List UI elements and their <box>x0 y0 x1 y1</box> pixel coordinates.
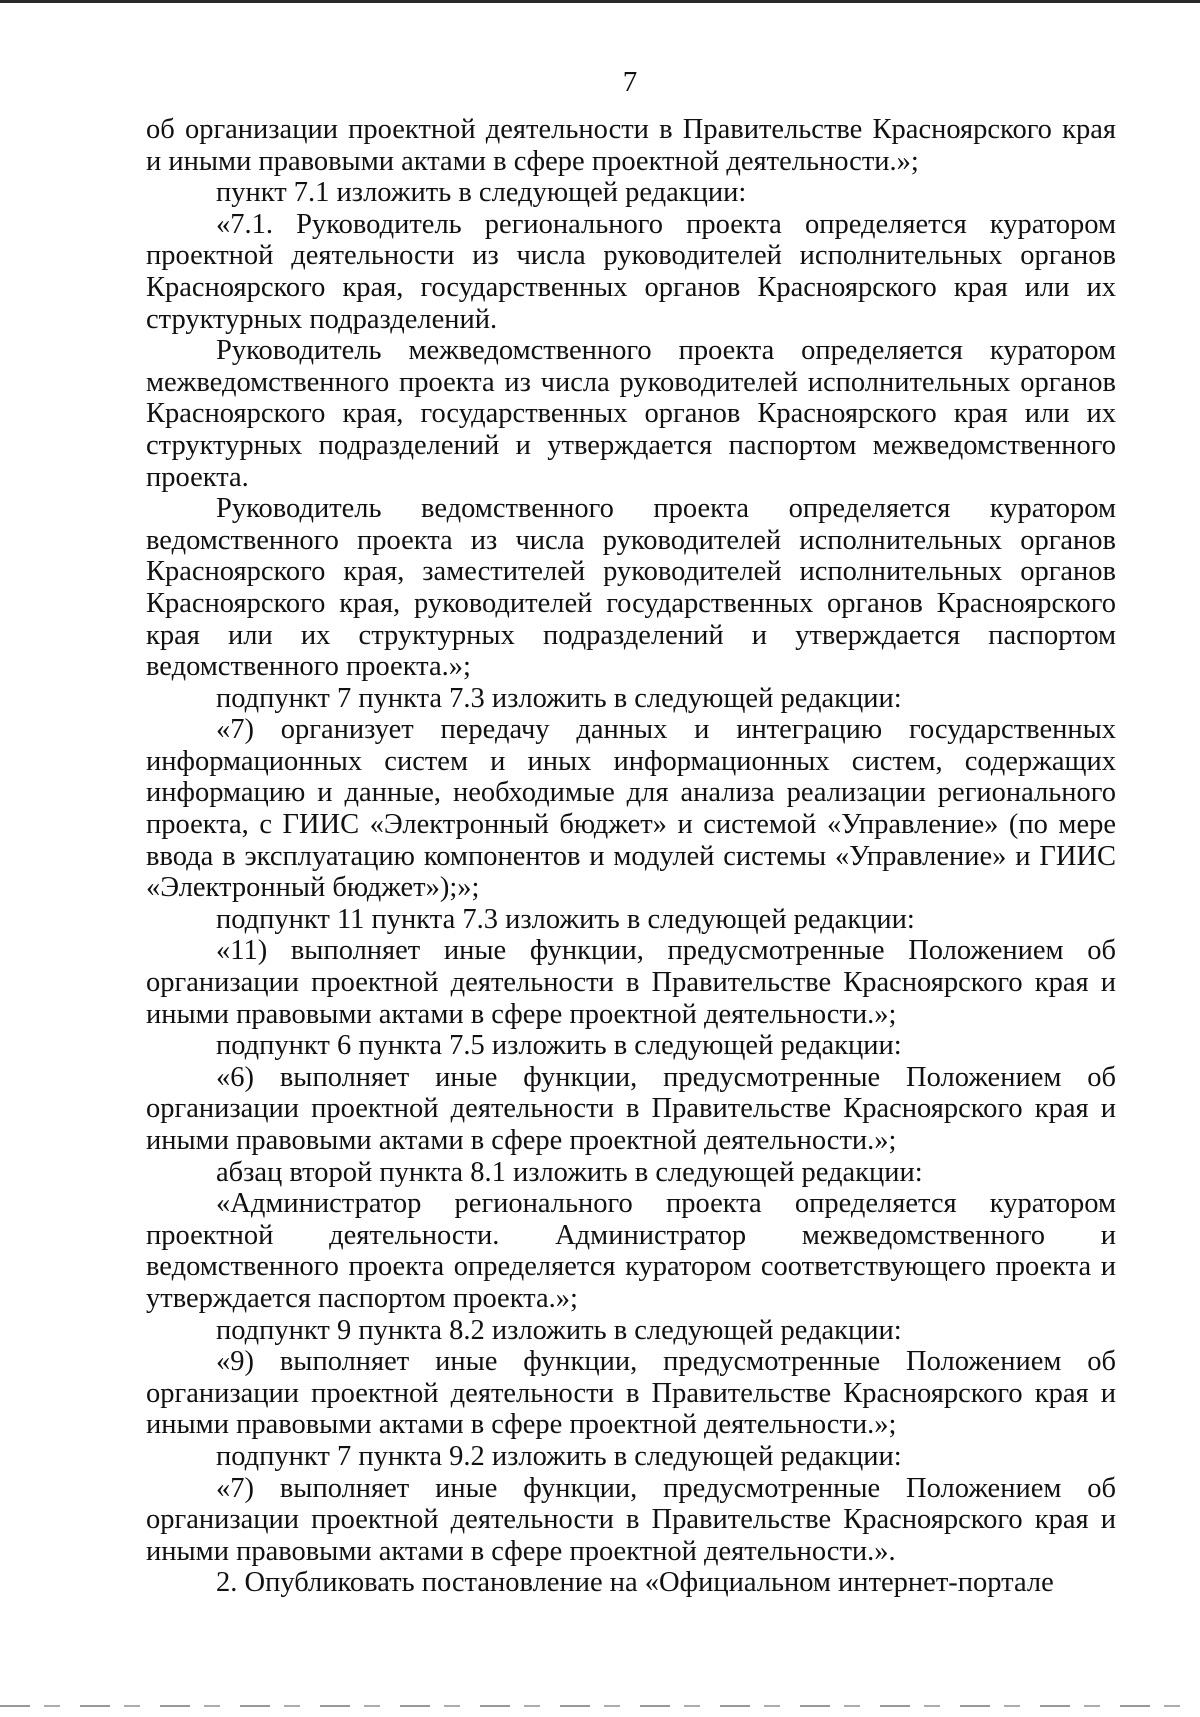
bottom-scan-edge <box>0 1705 1200 1707</box>
paragraph-6: подпункт 7 пункта 7.3 изложить в следующей редакции: <box>216 682 902 714</box>
paragraph-18: 2. Опубликовать постановление на «Официальном интернет-портале <box>216 1567 1054 1599</box>
paragraph-12: абзац второй пункта 8.1 изложить в следующей редакции: <box>216 1156 923 1188</box>
paragraph-8: подпункт 11 пункта 7.3 изложить в следующей редакции: <box>216 903 915 935</box>
paragraph-15: «9) выполняет иные функции, предусмотренные Положением об организации проектной деятельности в Правительстве Красноярского края и иными правовыми актами в сфере проектной деятельности.»; <box>146 1346 1116 1441</box>
paragraph-17: «7) выполняет иные функции, предусмотренные Положением об организации проектной деятельности в Правительстве Красноярского края и иными правовыми актами в сфере проектной деятельности.». <box>146 1472 1116 1567</box>
paragraph-4: Руководитель межведомственного проекта определяется куратором межведомственного проекта из числа руководителей исполнительных органов Красноярского края, государственных органов Красноярского края или их структурных подразделений и утверждается паспортом межведомственного проекта. <box>146 335 1116 493</box>
page-number: 7 <box>622 66 638 98</box>
paragraph-13: «Администратор регионального проекта определяется куратором проектной деятельности. Администратор межведомственного и ведомственного проекта определяется куратором соответствующего проекта и утверждается паспортом проекта.»; <box>146 1188 1116 1314</box>
document-body <box>146 114 1116 1599</box>
paragraph-9: «11) выполняет иные функции, предусмотренные Положением об организации проектной деятельности в Правительстве Красноярского края и иными правовыми актами в сфере проектной деятельности.»; <box>146 935 1116 1030</box>
paragraph-5: Руководитель ведомственного проекта определяется куратором ведомственного проекта из числа руководителей исполнительных органов Красноярского края, заместителей руководителей исполнительных органов Красноярского края, руководителей государственных органов Красноярского края или их структурных подразделений и утверждается паспортом ведомственного проекта.»; <box>146 493 1116 683</box>
paragraph-10: подпункт 6 пункта 7.5 изложить в следующей редакции: <box>216 1030 902 1062</box>
paragraph-1: об организации проектной деятельности в Правительстве Красноярского края и иными правовыми актами в сфере проектной деятельности.»; <box>146 114 1116 177</box>
paragraph-16: подпункт 7 пункта 9.2 изложить в следующей редакции: <box>216 1440 902 1472</box>
paragraph-3: «7.1. Руководитель регионального проекта определяется куратором проектной деятельности из числа руководителей исполнительных органов Красноярского края, государственных органов Красноярского края или их структурных подразделений. <box>146 208 1116 335</box>
paragraph-7: «7) организует передачу данных и интеграцию государственных информационных систем и иных информационных систем, содержащих информацию и данные, необходимые для анализа реализации регионального проекта, с ГИИС «Электронный бюджет» и системой «Управление» (по мере ввода в эксплуатацию компонентов и модулей системы «Управление» и ГИИС «Электронный бюджет»);»; <box>146 714 1116 904</box>
top-border <box>0 0 1200 3</box>
paragraph-11: «6) выполняет иные функции, предусмотренные Положением об организации проектной деятельности в Правительстве Красноярского края и иными правовыми актами в сфере проектной деятельности.»; <box>146 1061 1116 1156</box>
paragraph-2: пункт 7.1 изложить в следующей редакции: <box>216 177 747 209</box>
paragraph-14: подпункт 9 пункта 8.2 изложить в следующей редакции: <box>216 1314 902 1346</box>
